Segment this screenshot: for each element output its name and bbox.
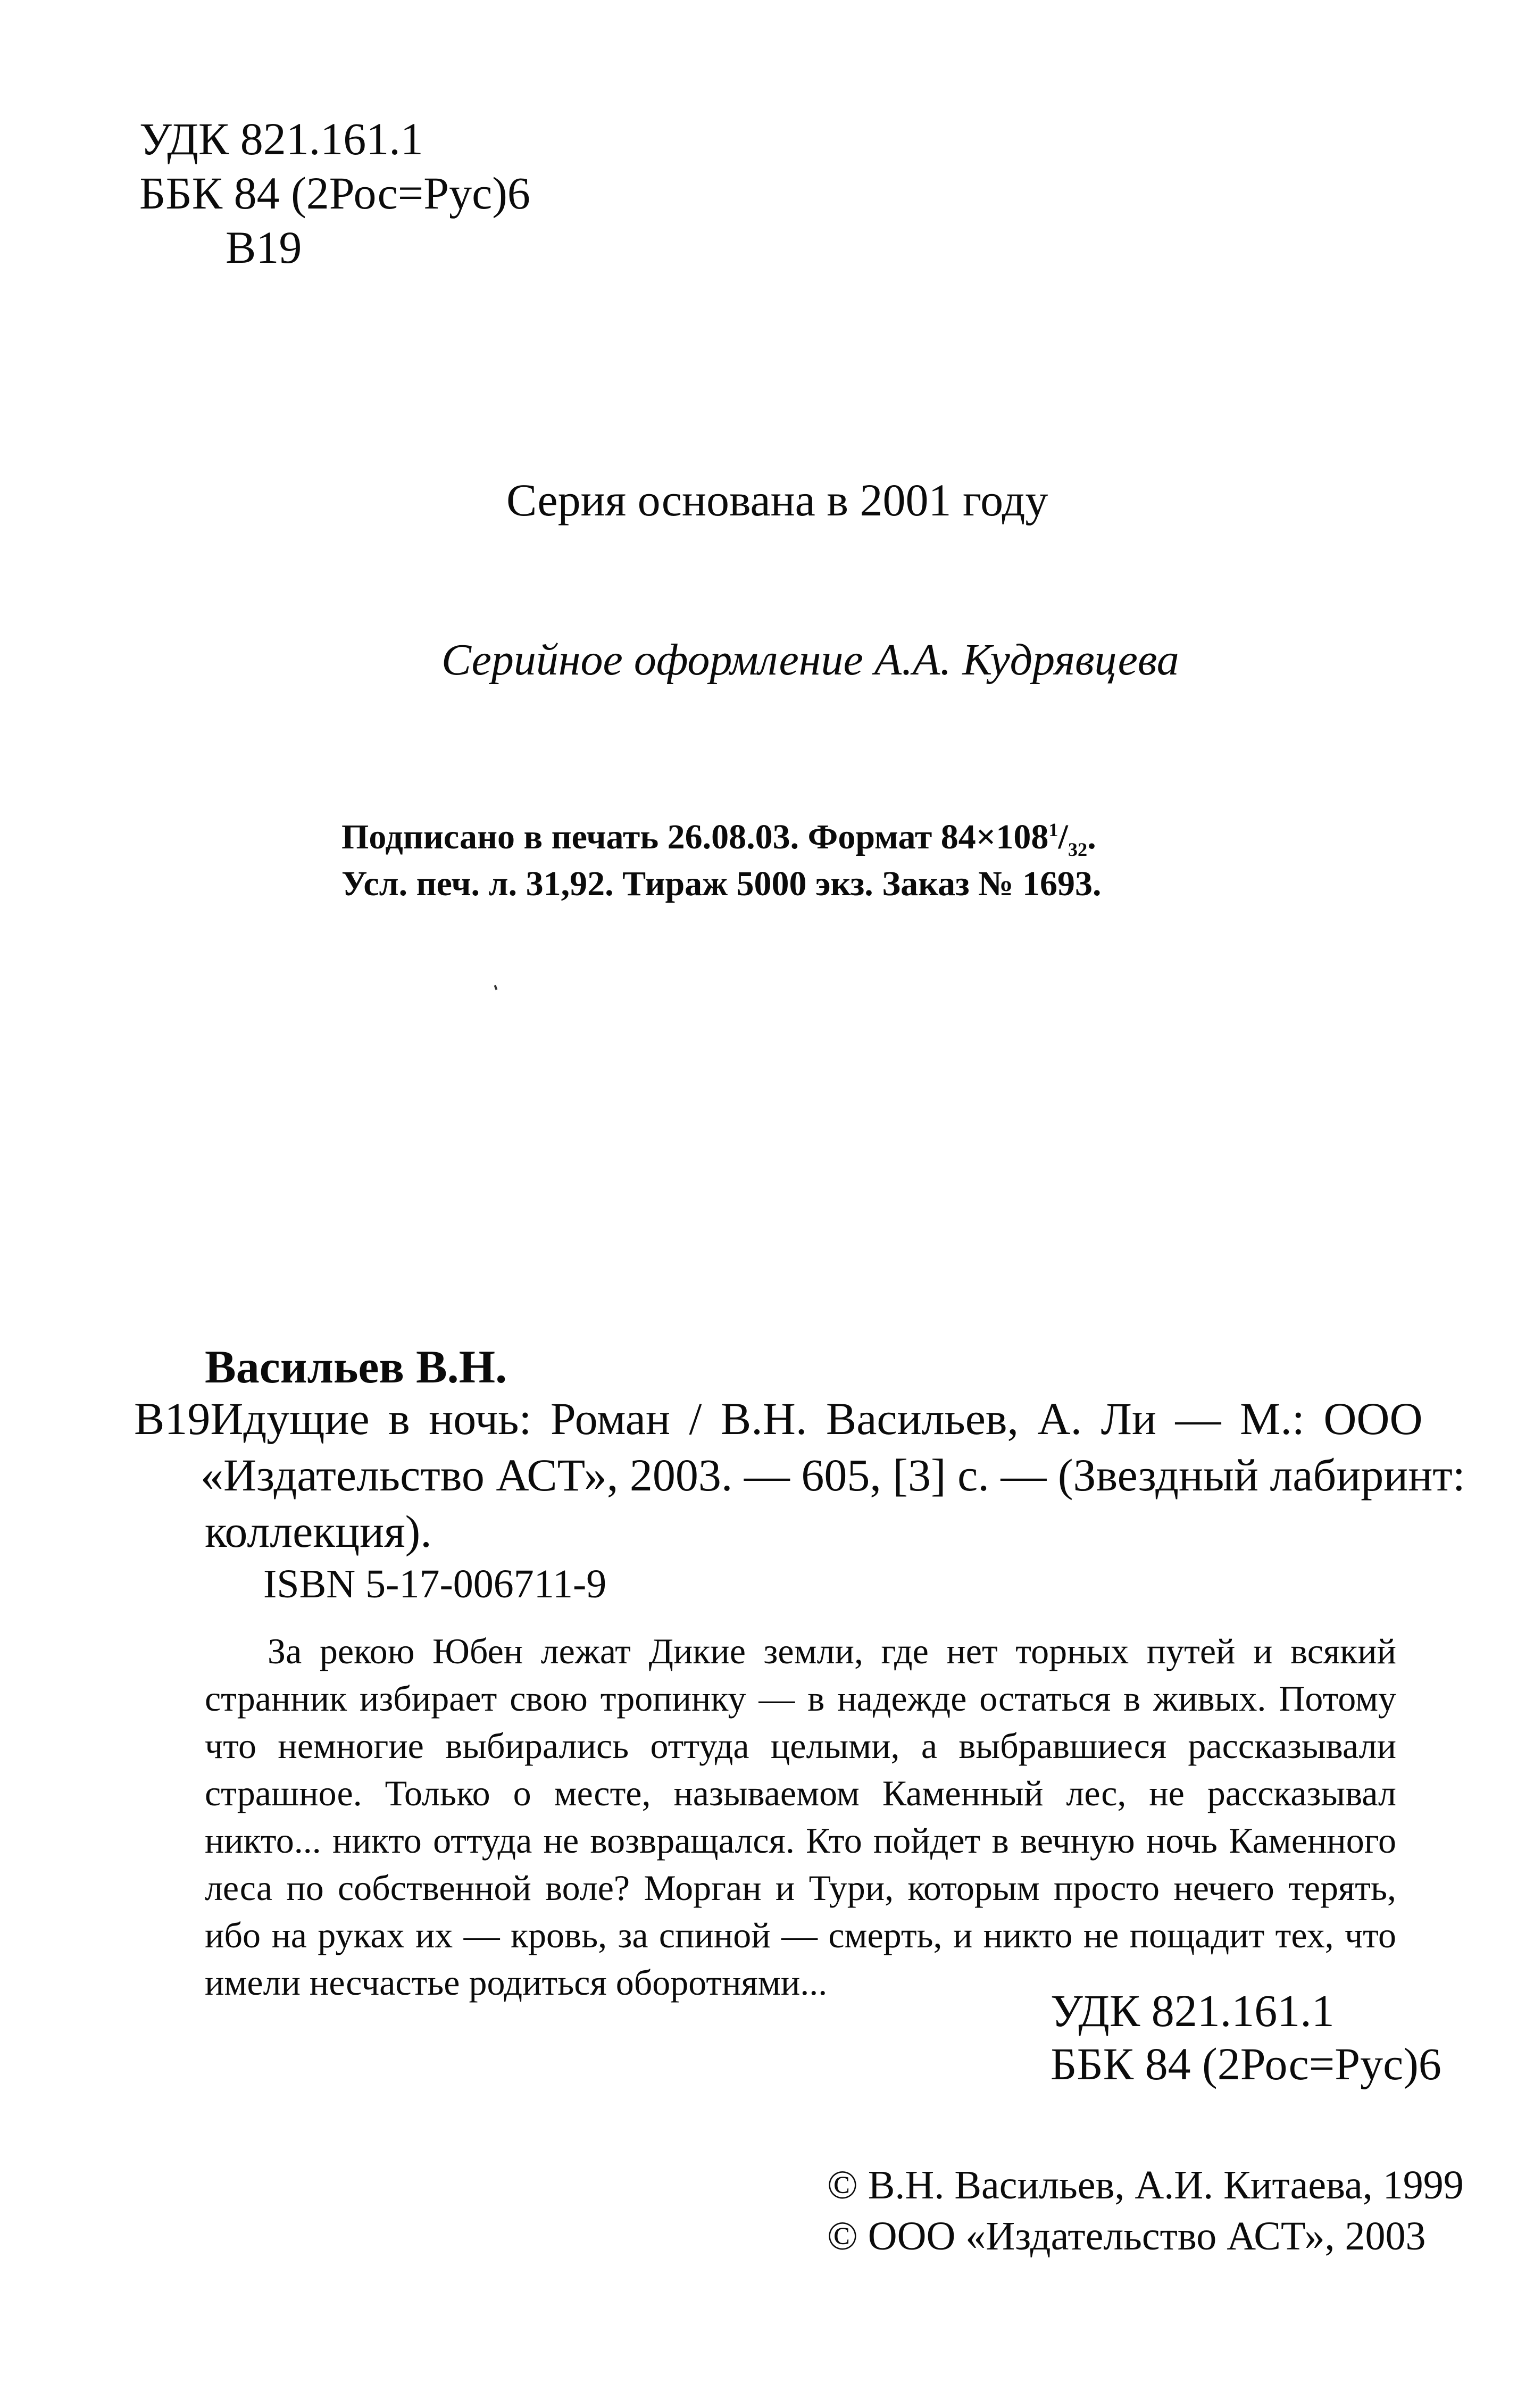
imprint-line-2: Усл. печ. л. 31,92. Тираж 5000 экз. Заказ № 1693. bbox=[341, 864, 1102, 903]
catalog-line-1 bbox=[134, 1390, 1423, 1447]
annotation bbox=[205, 1628, 1396, 2006]
catalog-line-3: коллекция). bbox=[205, 1506, 432, 1557]
classification-top bbox=[139, 112, 530, 274]
catalog-line-2: «Издательство АСТ», 2003. — 605, [3] с. — (Звездный лабиринт: bbox=[201, 1449, 1465, 1501]
author-sign: В19 bbox=[226, 222, 302, 273]
copyright-block bbox=[827, 2160, 1464, 2262]
print-speck bbox=[494, 985, 498, 990]
imprint-block bbox=[341, 814, 1101, 907]
udk-code: УДК 821.161.1 bbox=[139, 113, 423, 164]
series-note: Серия основана в 2001 году bbox=[506, 474, 1048, 526]
imprint-line-1: Подписано в печать 26.08.03. Формат $84\times 108^1/_{32}$. bbox=[341, 818, 1096, 861]
udk-code-bottom: УДК 821.161.1 bbox=[1051, 1985, 1335, 2036]
classification-bottom bbox=[1051, 1984, 1441, 2090]
format-fraction-denominator: 32 bbox=[1068, 839, 1088, 861]
catalog-entry bbox=[134, 1390, 1465, 1560]
catalog-author-heading: Васильев В.Н. bbox=[205, 1342, 507, 1393]
bbk-code: ББК 84 (2Рос=Рус)6 bbox=[139, 168, 530, 219]
catalog-title-line: Идущие в ночь: Роман / В.Н. Васильев, А. Ли — М.: ООО bbox=[210, 1393, 1423, 1444]
copyright-publisher: © ООО «Издательство АСТ», 2003 bbox=[827, 2214, 1426, 2259]
imprint-line-1-end: . bbox=[1087, 818, 1096, 856]
bbk-code-bottom: ББК 84 (2Рос=Рус)6 bbox=[1051, 2038, 1441, 2089]
imprint-line-1-text: Подписано в печать 26.08.03. Формат 84×108 bbox=[341, 818, 1049, 856]
catalog-code: В19 bbox=[134, 1393, 211, 1444]
isbn: ISBN 5-17-006711-9 bbox=[263, 1562, 607, 1606]
annotation-text: За рекою Юбен лежат Дикие земли, где нет торных путей и всякий странник избирает свою тропинку — в надежде остаться в живых. Потому что немногие выбирались оттуда целыми, а выбравшиеся рассказывали страшное. Только о месте, называемом Каменный лес, не рассказывал никто... никто оттуда не возвращался. Кто пойдет в вечную ночь Каменного леса по собственной воле? Морган и Тури, которым просто нечего терять, ибо на руках их — кровь, за спиной — смерть, и никто не пощадит тех, что имели несчастье родиться оборотнями... bbox=[205, 1631, 1396, 2003]
format-fraction-numerator: 1 bbox=[1048, 819, 1058, 840]
copyright-authors: © В.Н. Васильев, А.И. Китаева, 1999 bbox=[827, 2163, 1464, 2207]
cover-design-credit: Серийное оформление А.А. Кудрявцева bbox=[441, 635, 1179, 685]
